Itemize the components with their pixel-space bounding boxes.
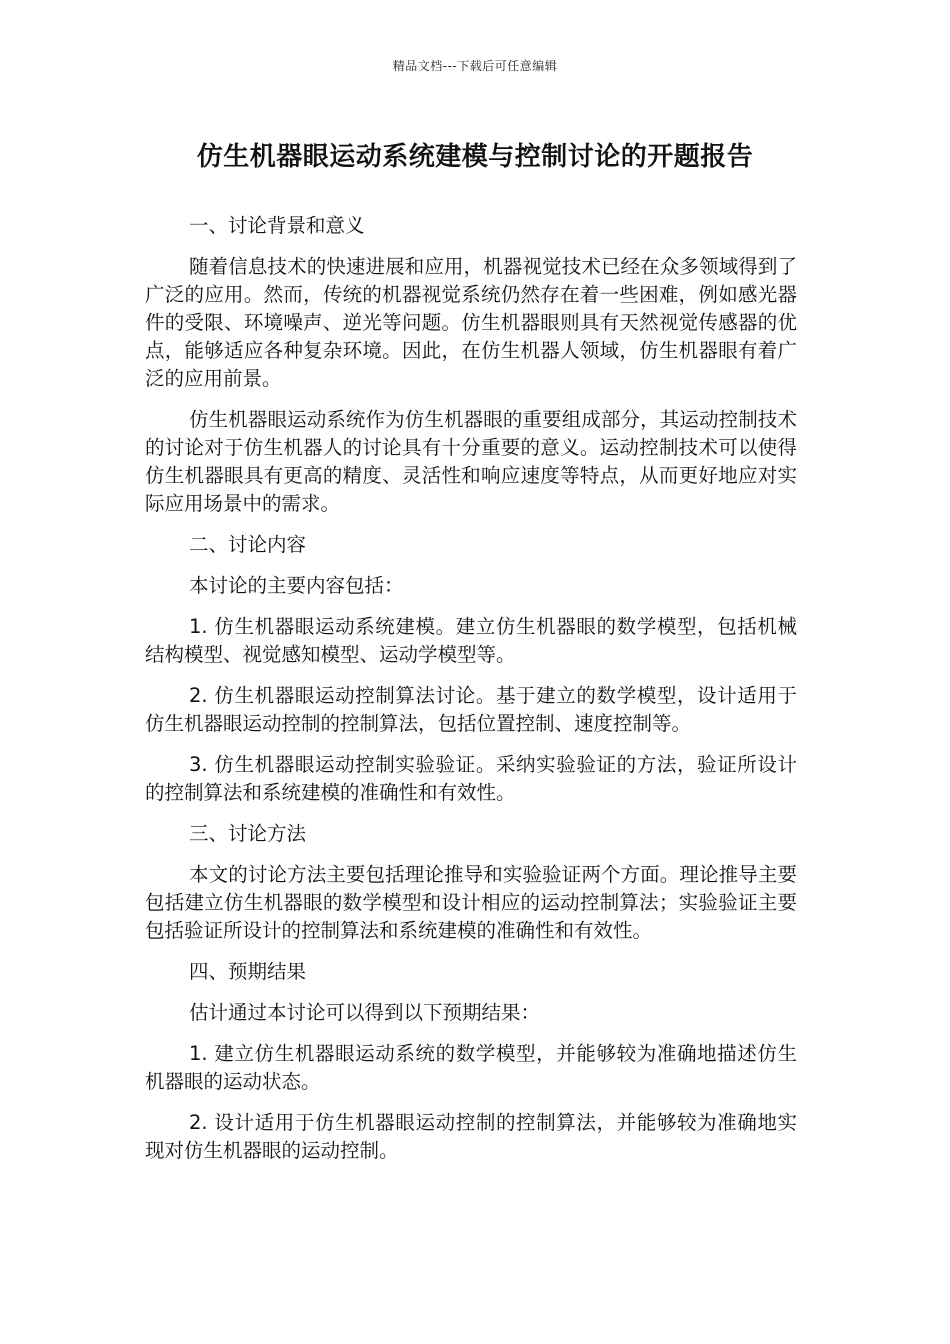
paragraph-method: 本文的讨论方法主要包括理论推导和实验验证两个方面。理论推导主要包括建立仿生机器眼的数学模型和设计相应的运动控制算法；实验验证主要包括验证所设计的控制算法和系统建模的准确性和有效性。	[145, 863, 797, 942]
document-title: 仿生机器眼运动系统建模与控制讨论的开题报告	[196, 142, 754, 172]
section-heading-method: 三、讨论方法	[189, 822, 307, 845]
section-heading-background: 一、讨论背景和意义	[189, 214, 365, 237]
document-body	[145, 212, 797, 1178]
header-note: 精品文档---下载后可任意编辑	[392, 59, 558, 73]
section-heading-results: 四、预期结果	[189, 960, 307, 983]
paragraph-content-intro: 本讨论的主要内容包括：	[189, 574, 404, 597]
paragraph-background-2: 仿生机器眼运动系统作为仿生机器眼的重要组成部分，其运动控制技术的讨论对于仿生机器人的讨论具有十分重要的意义。运动控制技术可以使得仿生机器眼具有更高的精度、灵活性和响应速度等特点，从而更好地应对实际应用场景中的需求。	[145, 408, 797, 515]
paragraph-results-intro: 估计通过本讨论可以得到以下预期结果：	[189, 1001, 541, 1024]
section-heading-content: 二、讨论内容	[189, 533, 307, 556]
list-item-results-1: 1. 建立仿生机器眼运动系统的数学模型，并能够较为准确地描述仿生机器眼的运动状态。	[145, 1042, 797, 1093]
list-item-content-1: 1. 仿生机器眼运动系统建模。建立仿生机器眼的数学模型，包括机械结构模型、视觉感知模型、运动学模型等。	[145, 615, 797, 666]
list-item-results-2: 2. 设计适用于仿生机器眼运动控制的控制算法，并能够较为准确地实现对仿生机器眼的运动控制。	[145, 1111, 797, 1162]
paragraph-background-1: 随着信息技术的快速进展和应用，机器视觉技术已经在众多领域得到了广泛的应用。然而，传统的机器视觉系统仍然存在着一些困难，例如感光器件的受限、环境噪声、逆光等问题。仿生机器眼则具有天然视觉传感器的优点，能够适应各种复杂环境。因此，在仿生机器人领域，仿生机器眼有着广泛的应用前景。	[145, 255, 797, 390]
list-item-content-2: 2. 仿生机器眼运动控制算法讨论。基于建立的数学模型，设计适用于仿生机器眼运动控制的控制算法，包括位置控制、速度控制等。	[145, 684, 797, 735]
list-item-content-3: 3. 仿生机器眼运动控制实验验证。采纳实验验证的方法，验证所设计的控制算法和系统建模的准确性和有效性。	[145, 753, 797, 804]
